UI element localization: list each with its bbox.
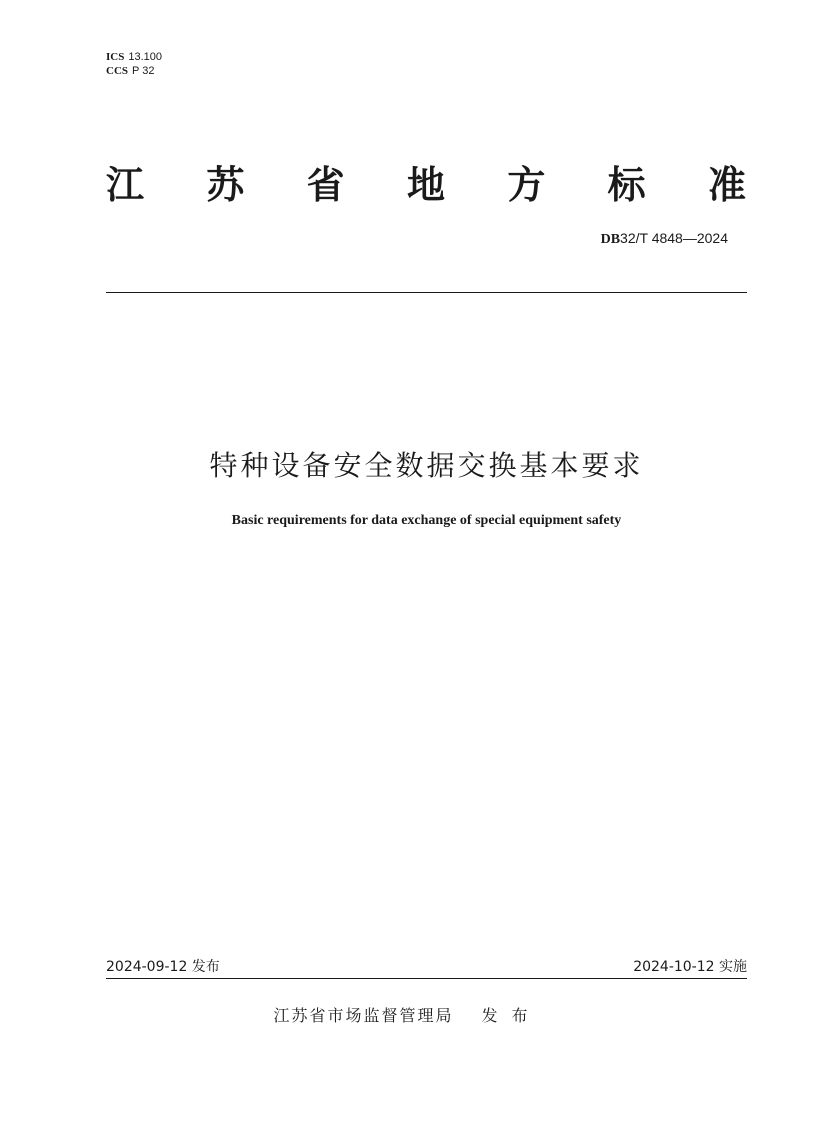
- footer-divider: [106, 978, 747, 979]
- header-divider: [106, 292, 747, 293]
- ics-label: ICS: [106, 51, 125, 63]
- publish-date: 2024-09-12 发布: [106, 959, 220, 975]
- classification-codes: [106, 50, 162, 78]
- standard-number-prefix: DB: [600, 232, 621, 247]
- ccs-label: CCS: [106, 65, 129, 77]
- title-char: 准: [707, 163, 746, 207]
- ics-value: 13.100: [128, 51, 162, 63]
- ccs-code: [106, 64, 162, 78]
- title-char: 省: [306, 163, 345, 207]
- issuer-line: [0, 1003, 815, 1026]
- title-char: 地: [406, 163, 445, 207]
- standard-number: [601, 230, 728, 248]
- ccs-value: P 32: [132, 65, 155, 77]
- standard-category-title: [106, 160, 746, 210]
- standard-number-body: 32/T 4848—2024: [620, 230, 728, 246]
- title-char: 苏: [206, 163, 245, 207]
- title-char: 江: [106, 163, 145, 207]
- document-title-en: Basic requirements for data exchange of special equipment safety: [231, 513, 622, 528]
- issuer-organization: 江苏省市场监督管理局: [273, 1006, 454, 1025]
- ics-code: [106, 50, 162, 64]
- title-char: 方: [507, 163, 546, 207]
- issuer-action: 发布: [481, 1006, 542, 1025]
- implement-date: 2024-10-12 实施: [633, 959, 747, 975]
- document-title-zh: 特种设备安全数据交换基本要求: [209, 449, 644, 482]
- title-char: 标: [607, 163, 646, 207]
